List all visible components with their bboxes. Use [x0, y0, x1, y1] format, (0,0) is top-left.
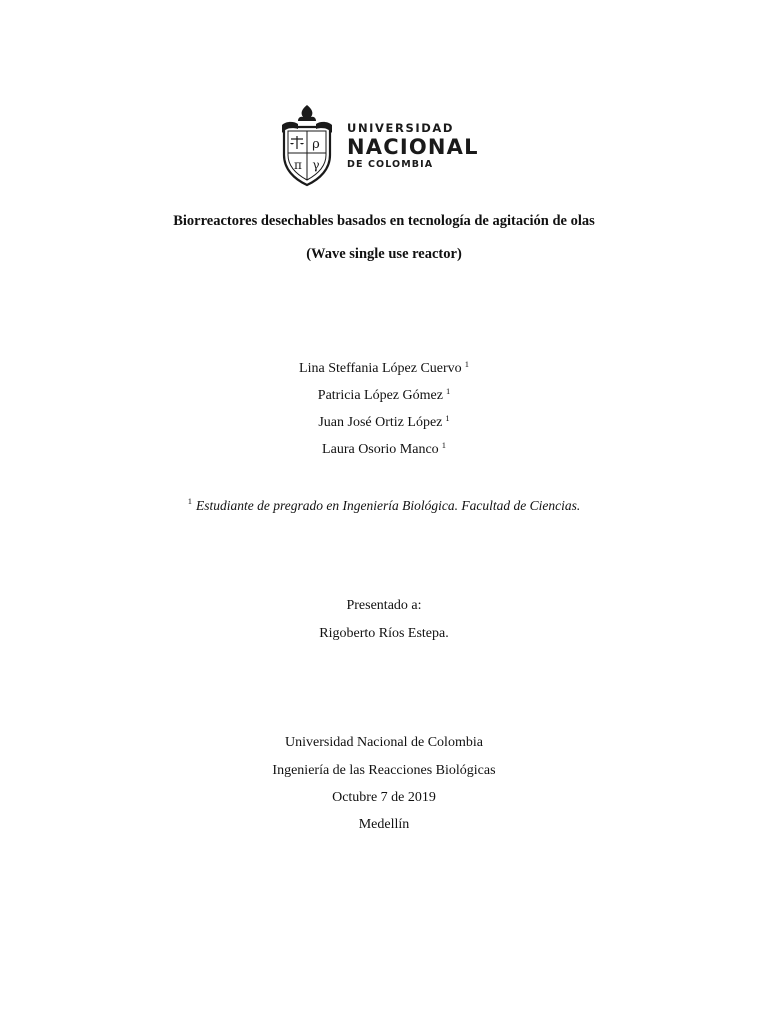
author-name: Lina Steffania López Cuervo [299, 361, 462, 376]
author-name: Patricia López Gómez [317, 388, 443, 403]
affiliation-note-mark: 1 [187, 496, 193, 506]
presented-label: Presentado a: [346, 598, 422, 613]
affiliation-superscript: 1 [445, 386, 451, 396]
affiliation-note [0, 498, 768, 514]
logo-line-universidad: UNIVERSIDAD [347, 121, 455, 135]
affiliation-superscript: 1 [441, 440, 446, 450]
document-date: Octubre 7 de 2019 [332, 790, 436, 805]
author-name: Laura Osorio Manco [322, 442, 439, 457]
author-1 [0, 361, 768, 377]
affiliation-note-text: Estudiante de pregrado en Ingeniería Biológica. Facultad de Ciencias. [196, 498, 581, 513]
crest-letter-rho: ρ [312, 137, 320, 152]
document-city: Medellín [358, 817, 410, 832]
logo-wordmark [347, 121, 479, 171]
university-logo [276, 103, 479, 187]
author-2 [0, 388, 768, 404]
course-name: Ingeniería de las Reacciones Biológicas [272, 763, 496, 778]
logo-line-de-colombia: DE COLOMBIA [347, 159, 434, 170]
affiliation-superscript: 1 [445, 413, 450, 423]
author-4 [0, 442, 768, 458]
institution-name: Universidad Nacional de Colombia [285, 735, 483, 750]
author-3 [0, 415, 768, 431]
crest-letter-pi: π [294, 158, 302, 172]
document-subtitle: (Wave single use reactor) [306, 246, 462, 262]
presented-recipient: Rigoberto Ríos Estepa. [319, 626, 449, 641]
affiliation-superscript: 1 [464, 359, 469, 369]
logo-line-nacional: NACIONAL [347, 135, 479, 159]
university-crest-icon [276, 103, 338, 187]
document-title: Biorreactores desechables basados en tecnología de agitación de olas [173, 213, 595, 229]
author-name: Juan José Ortiz López [318, 415, 443, 430]
crest-letter-gamma: γ [312, 158, 320, 172]
